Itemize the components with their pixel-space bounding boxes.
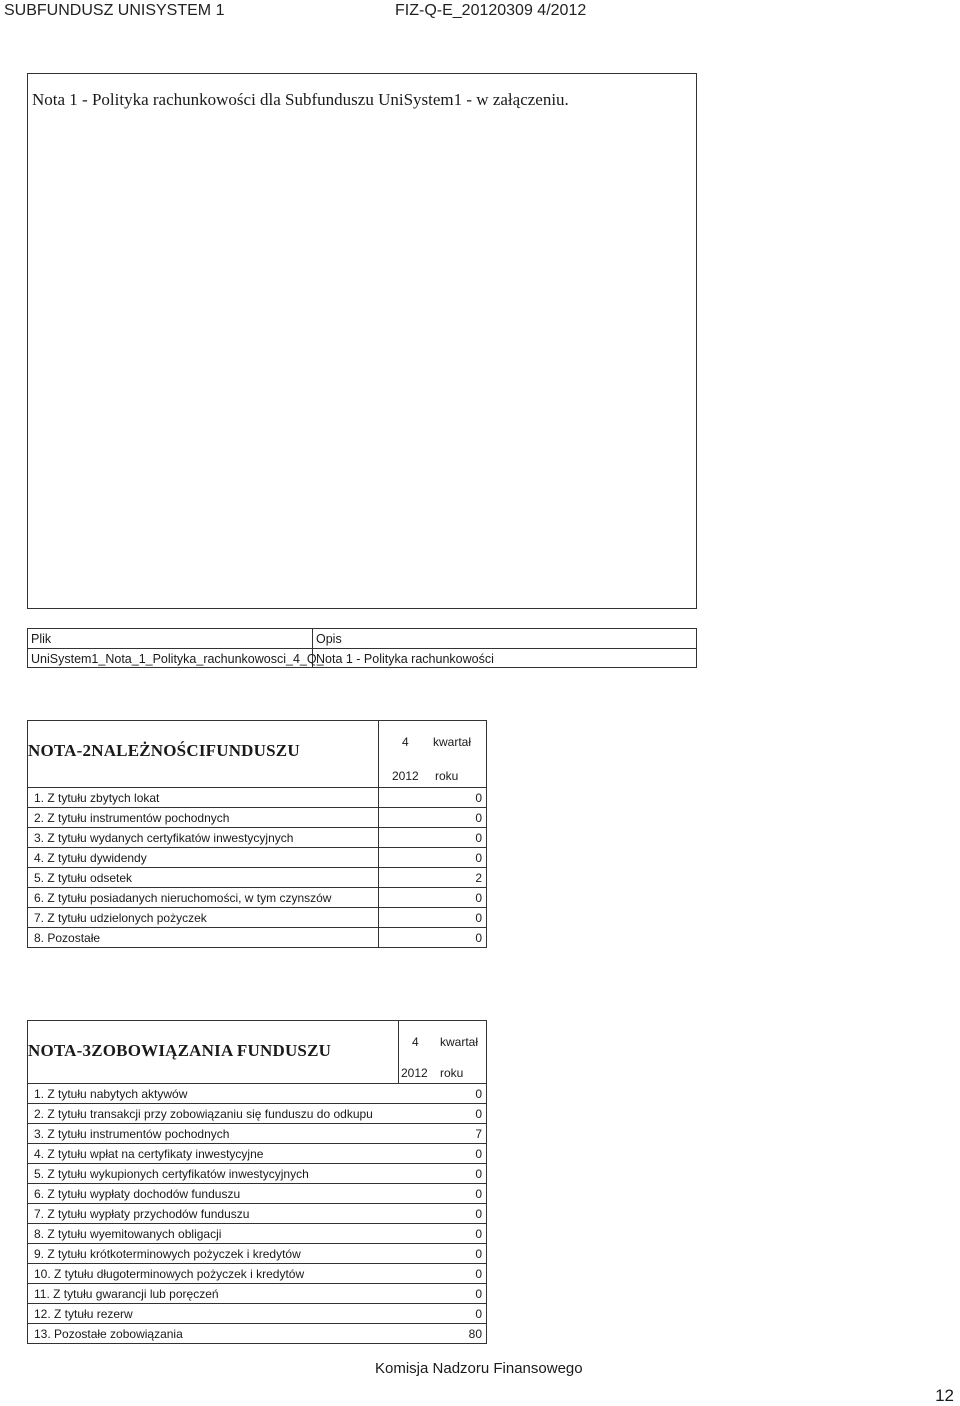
table-row	[28, 807, 486, 828]
table-row	[28, 1283, 486, 1304]
nota2-year-label: roku	[435, 769, 459, 783]
row-value: 80	[468, 1327, 482, 1341]
row-label: 3. Z tytułu wydanych certyfikatów inwestycyjnych	[34, 831, 294, 845]
row-label: 8. Pozostałe	[34, 931, 101, 945]
row-value: 0	[475, 811, 482, 825]
row-value: 0	[475, 831, 482, 845]
table-row	[28, 1243, 486, 1264]
header-form-code: FIZ-Q-E_20120309 4/2012	[395, 2, 587, 19]
table-row	[28, 1263, 486, 1284]
row-value: 7	[475, 1127, 482, 1141]
nota3-header-divider	[398, 1021, 399, 1083]
file-table-row	[28, 648, 696, 668]
row-value: 0	[475, 1267, 482, 1281]
file-description: Nota 1 - Polityka rachunkowości	[316, 652, 494, 666]
row-value: 0	[475, 1247, 482, 1261]
row-value: 0	[475, 791, 482, 805]
row-value: 2	[475, 871, 482, 885]
nota3-year: 2012	[401, 1066, 428, 1080]
row-value: 0	[475, 1107, 482, 1121]
table-row	[28, 1163, 486, 1184]
row-label: 1. Z tytułu nabytych aktywów	[34, 1087, 188, 1101]
row-label: 13. Pozostałe zobowiązania	[34, 1327, 183, 1341]
row-label: 10. Z tytułu długoterminowych pożyczek i kredytów	[34, 1267, 305, 1281]
row-label: 4. Z tytułu dywidendy	[34, 851, 147, 865]
nota1-text: Nota 1 - Polityka rachunkowości dla Subfunduszu UniSystem1 - w załączeniu.	[32, 90, 569, 109]
table-row	[28, 887, 486, 908]
file-table	[27, 628, 697, 668]
row-value: 0	[475, 1207, 482, 1221]
row-label: 12. Z tytułu rezerw	[34, 1307, 133, 1321]
nota3-title: NOTA-3ZOBOWIĄZANIA FUNDUSZU	[28, 1041, 332, 1060]
table-row	[28, 1123, 486, 1144]
row-label: 5. Z tytułu odsetek	[34, 871, 133, 885]
table-row	[28, 1323, 486, 1344]
nota2-year: 2012	[392, 769, 419, 783]
row-value: 0	[475, 1187, 482, 1201]
row-value: 0	[475, 911, 482, 925]
nota3-quarter: 4	[412, 1035, 419, 1049]
table-row	[28, 927, 486, 948]
row-label: 3. Z tytułu instrumentów pochodnych	[34, 1127, 230, 1141]
table-row	[28, 1143, 486, 1164]
table-row	[28, 1223, 486, 1244]
nota2-table	[27, 720, 487, 948]
row-value: 0	[475, 1147, 482, 1161]
row-label: 8. Z tytułu wyemitowanych obligacji	[34, 1227, 222, 1241]
row-label: 1. Z tytułu zbytych lokat	[34, 791, 160, 805]
row-value: 0	[475, 1167, 482, 1181]
row-value: 0	[475, 1227, 482, 1241]
nota3-year-label: roku	[440, 1066, 464, 1080]
row-label: 7. Z tytułu wypłaty przychodów funduszu	[34, 1207, 250, 1221]
row-label: 6. Z tytułu wypłaty dochodów funduszu	[34, 1187, 241, 1201]
row-label: 4. Z tytułu wpłat na certyfikaty inwestycyjne	[34, 1147, 264, 1161]
row-label: 9. Z tytułu krótkoterminowych pożyczek i kredytów	[34, 1247, 301, 1261]
row-value: 0	[475, 1087, 482, 1101]
table-row	[28, 1203, 486, 1224]
row-label: 2. Z tytułu transakcji przy zobowiązaniu się funduszu do odkupu	[34, 1107, 373, 1121]
table-row	[28, 787, 486, 808]
nota2-title: NOTA-2NALEŻNOŚCIFUNDUSZU	[28, 741, 300, 760]
row-value: 0	[475, 851, 482, 865]
row-label: 5. Z tytułu wykupionych certyfikatów inwestycyjnych	[34, 1167, 309, 1181]
nota2-quarter: 4	[402, 735, 409, 749]
row-label: 7. Z tytułu udzielonych pożyczek	[34, 911, 207, 925]
row-value: 0	[475, 931, 482, 945]
nota3-table	[27, 1020, 487, 1344]
row-label: 2. Z tytułu instrumentów pochodnych	[34, 811, 230, 825]
nota2-quarter-label: kwartał	[433, 735, 472, 749]
header-fund-name: SUBFUNDUSZ UNISYSTEM 1	[4, 2, 225, 19]
row-value: 0	[475, 1307, 482, 1321]
description-col-header: Opis	[316, 632, 342, 646]
file-link[interactable]: UniSystem1_Nota_1_Polityka_rachunkowosci_4_Q_	[31, 652, 324, 666]
table-row	[28, 1183, 486, 1204]
file-table-header-row	[28, 629, 696, 648]
table-row	[28, 1303, 486, 1324]
nota3-quarter-label: kwartał	[440, 1035, 479, 1049]
file-col-header: Plik	[31, 632, 52, 646]
table-row	[28, 867, 486, 888]
row-label: 11. Z tytułu gwarancji lub poręczeń	[34, 1287, 219, 1301]
footer-text: Komisja Nadzoru Finansowego	[375, 1360, 583, 1377]
row-value: 0	[475, 891, 482, 905]
page-number: 12	[935, 1386, 954, 1405]
table-row	[28, 1083, 486, 1104]
table-row	[28, 907, 486, 928]
row-label: 6. Z tytułu posiadanych nieruchomości, w tym czynszów	[34, 891, 332, 905]
table-row	[28, 847, 486, 868]
table-row	[28, 1103, 486, 1124]
nota1-box	[27, 73, 697, 609]
table-row	[28, 827, 486, 848]
row-value: 0	[475, 1287, 482, 1301]
